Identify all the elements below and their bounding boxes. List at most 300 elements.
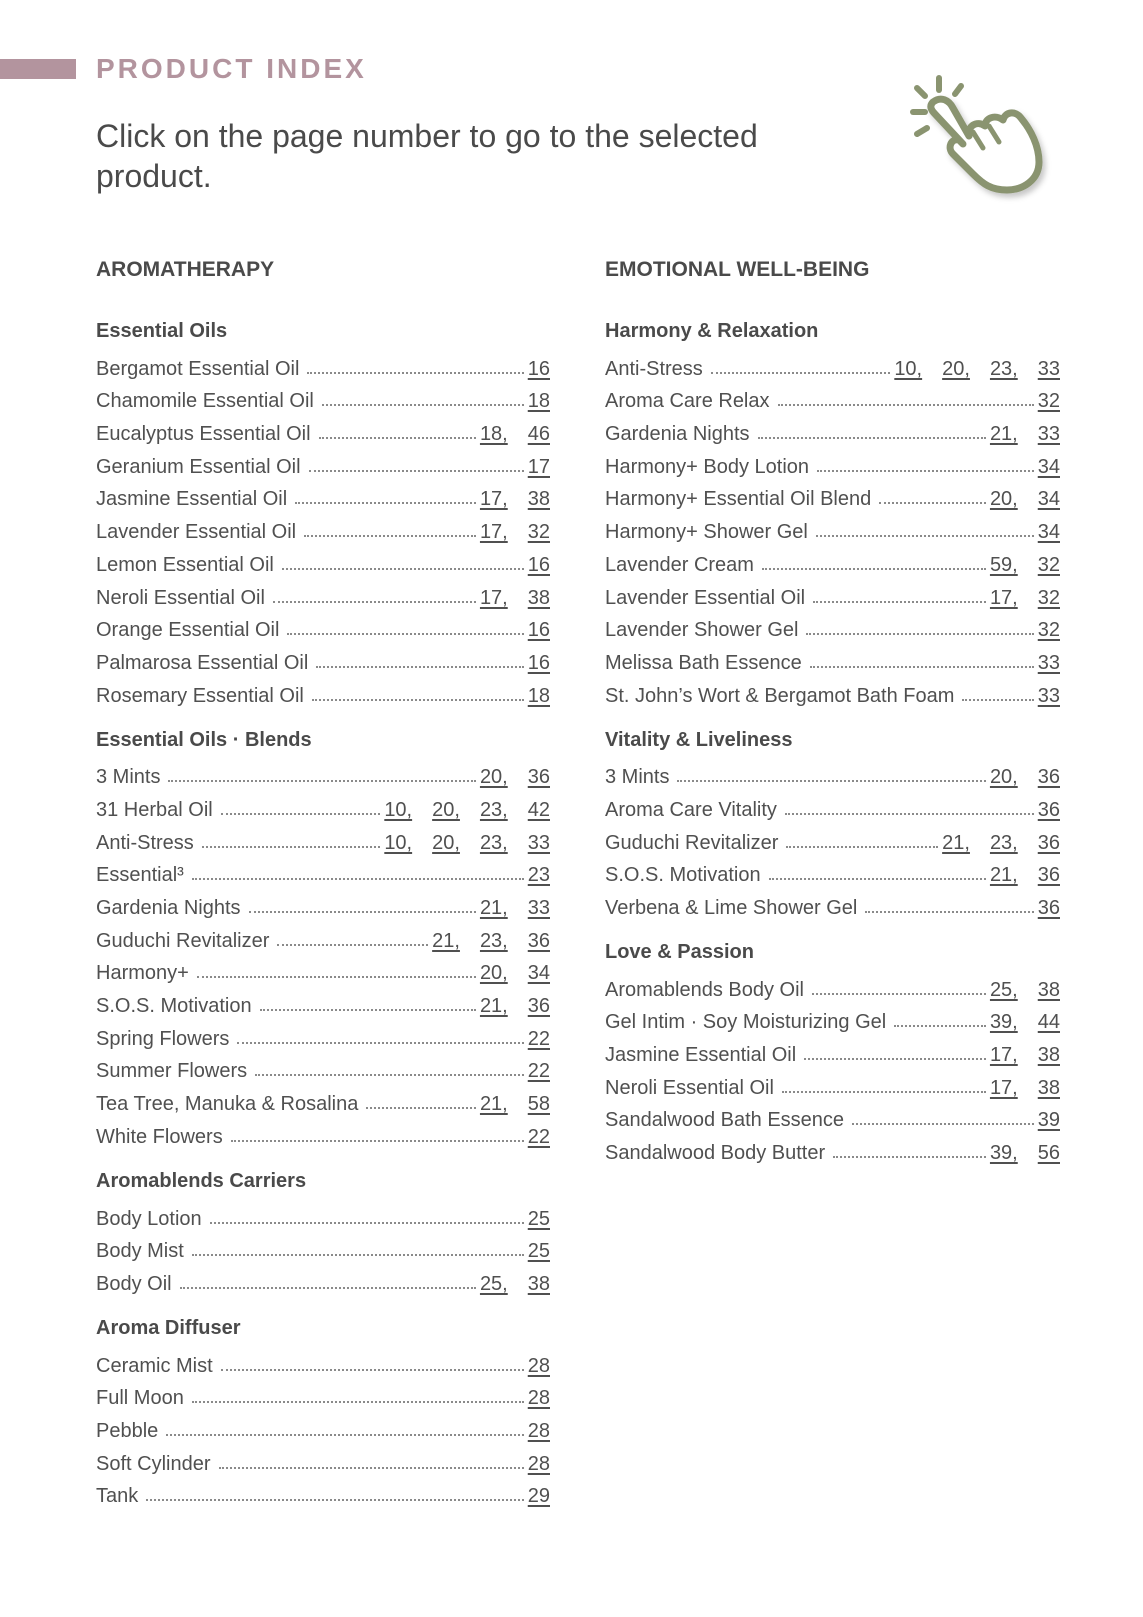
page-title: PRODUCT INDEX: [96, 53, 367, 84]
page-links: [1038, 683, 1060, 709]
dot-leader: [202, 846, 381, 848]
page-number-link[interactable]: 32: [1037, 586, 1060, 609]
dot-leader: [168, 780, 475, 782]
page-links: [990, 1075, 1060, 1101]
page-number-link[interactable]: 20,: [989, 766, 1018, 789]
dot-leader: [711, 372, 891, 374]
product-name: Aroma Care Relax: [605, 390, 770, 413]
page-number-link[interactable]: 28: [527, 1419, 550, 1442]
page-links: [990, 1042, 1060, 1068]
page-number-link[interactable]: 21,: [432, 929, 460, 952]
index-entry: [605, 480, 1060, 513]
product-name: Verbena & Lime Shower Gel: [605, 897, 858, 919]
page-number-link[interactable]: 33: [1037, 651, 1060, 674]
column-emotional-well-being: [605, 256, 1060, 1184]
page-links: [1038, 454, 1060, 480]
index-entry: [96, 1477, 550, 1510]
index-entry: [96, 856, 550, 889]
index-entry: [605, 970, 1060, 1003]
page-number-link[interactable]: 38: [527, 488, 550, 511]
product-name: 3 Mints: [605, 766, 670, 789]
page-number-link[interactable]: 36: [527, 766, 550, 789]
product-name: Neroli Essential Oil: [605, 1076, 774, 1099]
index-entry: [96, 349, 550, 382]
dot-leader: [197, 976, 476, 978]
dot-leader: [778, 404, 1034, 406]
page-links: [480, 764, 550, 790]
page-number-link[interactable]: 46: [527, 423, 550, 446]
page-number-link[interactable]: 32: [1037, 619, 1060, 642]
dot-leader: [962, 699, 1033, 701]
index-entry: [96, 921, 550, 954]
page-number-link[interactable]: 23,: [989, 357, 1018, 380]
page-number-link[interactable]: 34: [1037, 455, 1060, 478]
index-group: [96, 1315, 550, 1509]
dot-leader: [319, 437, 476, 439]
product-name: Anti-Stress: [96, 831, 194, 854]
page-number-link[interactable]: 20,: [989, 488, 1018, 511]
dot-leader: [879, 502, 986, 504]
index-entry: [605, 856, 1060, 889]
dot-leader: [322, 404, 524, 406]
product-name: Lavender Cream: [605, 553, 754, 576]
page-number-link[interactable]: 36: [1037, 831, 1060, 854]
index-entry: [96, 1444, 550, 1477]
page-links: [528, 1238, 550, 1264]
page-number-link[interactable]: 38: [1037, 978, 1060, 1001]
page-links: [480, 585, 550, 611]
page-number-link[interactable]: 21,: [989, 423, 1018, 446]
page-links: [528, 356, 550, 382]
product-name: Melissa Bath Essence: [605, 651, 802, 674]
dot-leader: [192, 1401, 524, 1403]
dot-leader: [894, 1025, 986, 1027]
page-number-link[interactable]: 34: [1037, 521, 1060, 544]
page-links: [528, 1483, 550, 1509]
page-links: [1038, 650, 1060, 676]
product-name: 3 Mints: [96, 766, 161, 789]
dot-leader: [812, 993, 986, 995]
page-number-link[interactable]: 38: [1037, 1076, 1060, 1099]
dot-leader: [813, 601, 986, 603]
page-number-link[interactable]: 33: [1037, 357, 1060, 380]
page-links: [480, 993, 550, 1019]
page-number-link[interactable]: 29: [527, 1485, 550, 1508]
index-entry: [96, 545, 550, 578]
page-number-link[interactable]: 39,: [989, 1142, 1018, 1165]
product-name: Orange Essential Oil: [96, 619, 280, 642]
page-links: [480, 960, 550, 986]
dot-leader: [295, 502, 476, 504]
product-name: Guduchi Revitalizer: [605, 831, 779, 854]
product-name: Guduchi Revitalizer: [96, 929, 270, 952]
page-number-link[interactable]: 16: [527, 619, 550, 642]
group-title: Aroma Diffuser: [96, 1316, 241, 1339]
index-entry: [96, 676, 550, 709]
page-number-link[interactable]: 28: [527, 1387, 550, 1410]
index-group: [605, 939, 1060, 1166]
dot-leader: [782, 1091, 986, 1093]
product-name: Chamomile Essential Oil: [96, 390, 314, 413]
page-number-link[interactable]: 36: [527, 995, 550, 1018]
page-links: [432, 928, 550, 954]
dot-leader: [786, 846, 938, 848]
dot-leader: [287, 633, 523, 635]
page-number-link[interactable]: 21,: [479, 995, 508, 1018]
product-name: Body Mist: [96, 1240, 184, 1263]
group-title: Essential Oils: [96, 320, 228, 342]
product-name: Harmony+: [96, 962, 189, 985]
page-links: [942, 830, 1060, 856]
page-links: [990, 862, 1060, 888]
page-number-link[interactable]: 25: [527, 1207, 550, 1230]
page-number-link[interactable]: 25,: [989, 978, 1018, 1001]
page-number-link[interactable]: 23: [527, 864, 550, 887]
index-entry: [605, 888, 1060, 921]
product-name: Essential³: [96, 864, 184, 887]
dot-leader: [221, 1369, 524, 1371]
dot-leader: [804, 1058, 986, 1060]
index-entry: [96, 382, 550, 415]
product-name: Soft Cylinder: [96, 1452, 211, 1475]
page-number-link[interactable]: 16: [527, 553, 550, 576]
instruction-text: Click on the page number to go to the selected product.: [96, 118, 758, 194]
index-entry: [96, 512, 550, 545]
dot-leader: [762, 568, 986, 570]
page-links: [528, 388, 550, 414]
product-name: Neroli Essential Oil: [96, 586, 265, 609]
dot-leader: [309, 470, 524, 472]
page-number-link[interactable]: 17,: [479, 521, 508, 544]
index-entry: [96, 758, 550, 791]
index-entry: [605, 790, 1060, 823]
page-number-link[interactable]: 21,: [942, 831, 970, 854]
column-aromatherapy: [96, 256, 550, 1527]
page-links: [990, 421, 1060, 447]
page-number-link[interactable]: 44: [1037, 1011, 1060, 1034]
page-number-link[interactable]: 10,: [384, 831, 413, 854]
index-entry: [96, 414, 550, 447]
page-links: [990, 585, 1060, 611]
page-number-link[interactable]: 38: [527, 1272, 550, 1295]
index-entry: [605, 758, 1060, 791]
page-number-link[interactable]: 21,: [989, 864, 1018, 887]
index-entry: [96, 1379, 550, 1412]
page-number-link[interactable]: 17,: [989, 586, 1018, 609]
page-number-link[interactable]: 20,: [942, 357, 970, 380]
product-name: Body Oil: [96, 1272, 172, 1295]
product-name: Harmony+ Shower Gel: [605, 521, 808, 544]
index-entry: [605, 382, 1060, 415]
page-links: [1038, 895, 1060, 921]
dot-leader: [852, 1123, 1034, 1125]
page-number-link[interactable]: 16: [527, 651, 550, 674]
page-links: [990, 1009, 1060, 1035]
page-number-link[interactable]: 17: [527, 455, 550, 478]
group-title: Harmony & Relaxation: [605, 320, 819, 342]
page-number-link[interactable]: 34: [1037, 488, 1060, 511]
page-number-link[interactable]: 25: [527, 1240, 550, 1263]
group-title: Love & Passion: [605, 941, 754, 963]
index-entry: [96, 643, 550, 676]
index-entry: [605, 643, 1060, 676]
index-entry: [96, 1117, 550, 1150]
product-name: Tea Tree, Manuka & Rosalina: [96, 1093, 359, 1116]
product-name: Aroma Care Vitality: [605, 798, 777, 821]
page-number-link[interactable]: 33: [527, 897, 550, 919]
product-name: Harmony+ Body Lotion: [605, 455, 810, 478]
pointing-hand-click-icon: [903, 70, 1063, 210]
page-number-link[interactable]: 59,: [989, 553, 1018, 576]
group-title: Essential Oils · Blends: [96, 728, 312, 751]
product-name: Lavender Essential Oil: [96, 521, 297, 544]
page-links: [990, 552, 1060, 578]
product-name: Lavender Shower Gel: [605, 619, 799, 642]
product-name: 31 Herbal Oil: [96, 798, 213, 821]
page-number-link[interactable]: 20,: [432, 831, 460, 854]
dot-leader: [282, 568, 524, 570]
page-number-link[interactable]: 28: [527, 1452, 550, 1475]
product-name: Palmarosa Essential Oil: [96, 651, 309, 674]
page-number-link[interactable]: 22: [527, 1125, 550, 1148]
page-links: [990, 764, 1060, 790]
product-name: Full Moon: [96, 1387, 184, 1410]
page-number-link[interactable]: 32: [527, 521, 550, 544]
section-title: EMOTIONAL WELL-BEING: [605, 258, 870, 281]
page-number-link[interactable]: 10,: [384, 798, 413, 821]
index-entry: [605, 447, 1060, 480]
page-links: [894, 356, 1060, 382]
dot-leader: [677, 780, 985, 782]
dot-leader: [312, 699, 524, 701]
product-name: Geranium Essential Oil: [96, 455, 301, 478]
index-group: [96, 727, 550, 1150]
page-links: [528, 1026, 550, 1052]
page-number-link[interactable]: 23,: [479, 798, 508, 821]
page-links: [528, 1206, 550, 1232]
page-number-link[interactable]: 34: [527, 962, 550, 985]
index-entry: [96, 1232, 550, 1265]
product-name: Harmony+ Essential Oil Blend: [605, 488, 872, 511]
dot-leader: [260, 1009, 476, 1011]
index-entry: [96, 1346, 550, 1379]
page-number-link[interactable]: 36: [1037, 864, 1060, 887]
page-links: [480, 1271, 550, 1297]
product-name: Summer Flowers: [96, 1060, 248, 1083]
page-number-link[interactable]: 18,: [479, 423, 508, 446]
page-number-link[interactable]: 32: [1037, 390, 1060, 413]
product-name: Lemon Essential Oil: [96, 553, 274, 576]
page-number-link[interactable]: 36: [1037, 798, 1060, 821]
dot-leader: [221, 813, 381, 815]
index-entry: [96, 1084, 550, 1117]
dot-leader: [810, 666, 1034, 668]
page-links: [990, 486, 1060, 512]
page-number-link[interactable]: 18: [527, 684, 550, 707]
page-number-link[interactable]: 21,: [479, 1093, 508, 1116]
page-number-link[interactable]: 23,: [989, 831, 1018, 854]
dot-leader: [316, 666, 523, 668]
index-entry: [96, 611, 550, 644]
dot-leader: [219, 1467, 524, 1469]
index-entry: [605, 1035, 1060, 1068]
page-number-link[interactable]: 17,: [479, 488, 508, 511]
page-links: [480, 486, 550, 512]
page-links: [528, 1353, 550, 1379]
page-links: [1038, 1107, 1060, 1133]
product-name: Body Lotion: [96, 1207, 202, 1230]
page-links: [1038, 519, 1060, 545]
index-entry: [96, 1199, 550, 1232]
index-entry: [605, 611, 1060, 644]
index-entry: [96, 954, 550, 987]
page-number-link[interactable]: 20,: [432, 798, 460, 821]
index-entry: [96, 1052, 550, 1085]
page-links: [384, 830, 550, 856]
dot-leader: [758, 437, 986, 439]
page-number-link[interactable]: 33: [1037, 684, 1060, 707]
product-name: Aromablends Body Oil: [605, 978, 804, 1001]
page-links: [528, 650, 550, 676]
product-name: Tank: [96, 1485, 139, 1508]
index-group: [605, 318, 1060, 709]
product-name: Anti-Stress: [605, 357, 703, 380]
page-number-link[interactable]: 18: [527, 390, 550, 413]
index-entry: [605, 512, 1060, 545]
product-name: Jasmine Essential Oil: [605, 1044, 797, 1067]
dot-leader: [237, 1042, 523, 1044]
index-entry: [605, 1101, 1060, 1134]
product-name: White Flowers: [96, 1125, 223, 1148]
index-entry: [605, 823, 1060, 856]
product-name: Jasmine Essential Oil: [96, 488, 288, 511]
index-group: [605, 727, 1060, 921]
dot-leader: [192, 1254, 524, 1256]
dot-leader: [304, 535, 476, 537]
index-entry: [96, 790, 550, 823]
page-links: [384, 797, 550, 823]
index-entry: [96, 447, 550, 480]
dot-leader: [865, 911, 1033, 913]
dot-leader: [817, 470, 1034, 472]
page-links: [990, 1140, 1060, 1166]
dot-leader: [231, 1140, 524, 1142]
page-number-link[interactable]: 42: [527, 798, 550, 821]
dot-leader: [273, 601, 476, 603]
index-entry: [605, 1003, 1060, 1036]
page-links: [528, 1058, 550, 1084]
dot-leader: [806, 633, 1033, 635]
page-links: [528, 1451, 550, 1477]
page-number-link[interactable]: 17,: [989, 1076, 1018, 1099]
index-entry: [96, 480, 550, 513]
product-name: Bergamot Essential Oil: [96, 357, 300, 380]
page-links: [528, 1418, 550, 1444]
page-number-link[interactable]: 38: [527, 586, 550, 609]
page-number-link[interactable]: 10,: [894, 357, 923, 380]
page-number-link[interactable]: 20,: [479, 766, 508, 789]
group-title: Vitality & Liveliness: [605, 728, 793, 751]
dot-leader: [769, 878, 986, 880]
page-links: [1038, 797, 1060, 823]
product-name: Eucalyptus Essential Oil: [96, 423, 311, 446]
dot-leader: [816, 535, 1034, 537]
page-number-link[interactable]: 33: [1037, 423, 1060, 446]
dot-leader: [192, 878, 524, 880]
page-number-link[interactable]: 16: [527, 357, 550, 380]
product-name: Rosemary Essential Oil: [96, 684, 304, 707]
page-number-link[interactable]: 58: [527, 1093, 550, 1116]
section-title: AROMATHERAPY: [96, 258, 275, 281]
index-group: [96, 318, 550, 709]
product-name: S.O.S. Motivation: [605, 864, 761, 887]
product-name: Spring Flowers: [96, 1027, 230, 1050]
product-name: Gardenia Nights: [605, 423, 750, 446]
index-entry: [605, 1133, 1060, 1166]
index-entry: [96, 1411, 550, 1444]
page-number-link[interactable]: 22: [527, 1027, 550, 1050]
page-number-link[interactable]: 33: [527, 831, 550, 854]
page-links: [528, 862, 550, 888]
index-entry: [605, 1068, 1060, 1101]
index-entry: [605, 349, 1060, 382]
dot-leader: [166, 1434, 523, 1436]
page-number-link[interactable]: 36: [1037, 897, 1060, 919]
page-number-link[interactable]: 21,: [479, 897, 508, 919]
product-name: Gardenia Nights: [96, 897, 241, 919]
dot-leader: [180, 1287, 476, 1289]
page-links: [528, 1124, 550, 1150]
page-links: [528, 683, 550, 709]
page-number-link[interactable]: 25,: [479, 1272, 508, 1295]
page-links: [528, 454, 550, 480]
page-number-link[interactable]: 39,: [989, 1011, 1018, 1034]
page-links: [480, 421, 550, 447]
page-number-link[interactable]: 17,: [479, 586, 508, 609]
index-entry: [96, 1019, 550, 1052]
page-number-link[interactable]: 56: [1037, 1142, 1060, 1165]
page-number-link[interactable]: 23,: [479, 831, 508, 854]
page-links: [480, 1091, 550, 1117]
product-name: Gel Intim · Soy Moisturizing Gel: [605, 1011, 887, 1034]
page-number-link[interactable]: 28: [527, 1354, 550, 1377]
page-number-link[interactable]: 38: [1037, 1044, 1060, 1067]
page-number-link[interactable]: 39: [1037, 1109, 1060, 1132]
product-name: Sandalwood Body Butter: [605, 1142, 826, 1165]
page-links: [528, 1385, 550, 1411]
page-number-link[interactable]: 22: [527, 1060, 550, 1083]
page-number-link[interactable]: 36: [527, 929, 550, 952]
dot-leader: [785, 813, 1034, 815]
header-accent-bar: [0, 59, 76, 79]
page-links: [1038, 388, 1060, 414]
index-entry: [605, 545, 1060, 578]
index-entry: [96, 986, 550, 1019]
dot-leader: [277, 944, 428, 946]
index-entry: [96, 1264, 550, 1297]
page-number-link[interactable]: 32: [1037, 553, 1060, 576]
dot-leader: [307, 372, 523, 374]
dot-leader: [366, 1107, 476, 1109]
product-name: Sandalwood Bath Essence: [605, 1109, 845, 1132]
product-name: Ceramic Mist: [96, 1354, 213, 1377]
page-number-link[interactable]: 36: [1037, 766, 1060, 789]
page-number-link[interactable]: 20,: [479, 962, 508, 985]
page-number-link[interactable]: 17,: [989, 1044, 1018, 1067]
page-number-link[interactable]: 23,: [479, 929, 508, 952]
index-entry: [96, 823, 550, 856]
page-links: [990, 977, 1060, 1003]
